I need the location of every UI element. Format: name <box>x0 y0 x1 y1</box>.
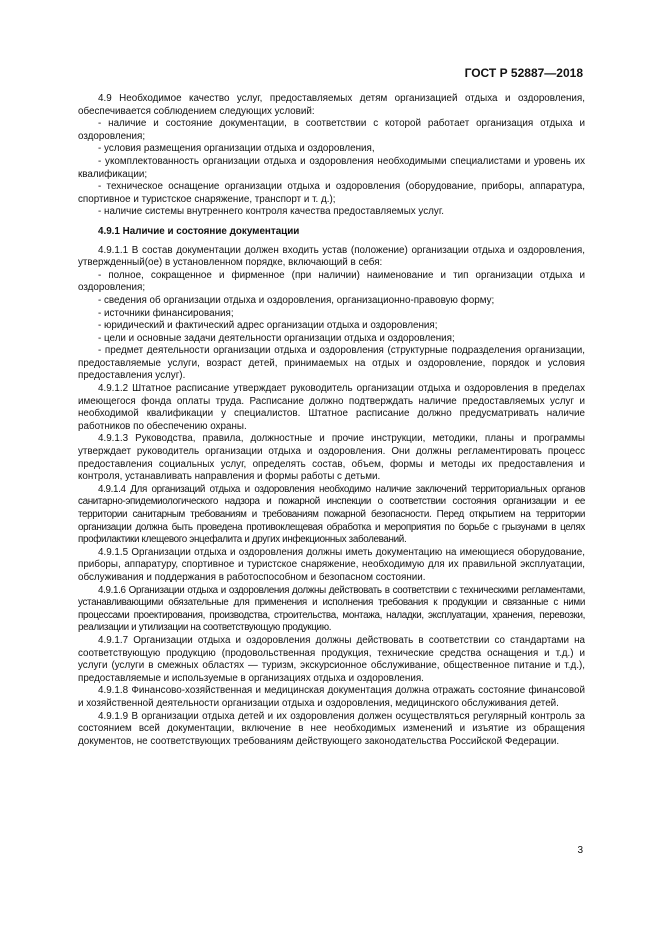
list-item: - наличие и состояние документации, в соответствии с которой работает организация отдыха и оздоровления; <box>78 118 585 142</box>
clause-4-9-1-9: 4.9.1.9 В организации отдыха детей и их оздоровления должен осуществляться регулярный контроль за состоянием всей документации, включение в нее необходимых изменений и изъятие из обращения документов, не соответствующих требованиям действующего законодательства Российской Федерации. <box>78 710 585 747</box>
list-item: - укомплектованность организации отдыха и оздоровления необходимыми специалистами и уровень их квалификации; <box>78 155 585 180</box>
list-item: - предмет деятельности организации отдыха и оздоровления (структурные подразделения организации, предоставляемые услуги, возраст детей, принимаемых на отдых и оздоровление, порядок и условия предоставления услуг). <box>78 345 585 382</box>
standard-code: ГОСТ Р 52887—2018 <box>464 66 583 80</box>
document-body <box>78 93 585 748</box>
list-item: - юридический и фактический адрес организации отдыха и оздоровления; <box>98 320 438 332</box>
clause-4-9-intro: 4.9 Необходимое качество услуг, предоставляемых детям организацией отдыха и оздоровления, обеспечивается соблюдением следующих условий: <box>78 93 585 117</box>
clause-4-9-1-1: 4.9.1.1 В состав документации должен входить устав (положение) организации отдыха и оздоровления, утвержденный(ое) в установленном порядке, включающий в себя: <box>78 244 585 269</box>
clause-4-9-1-4: 4.9.1.4 Для организаций отдыха и оздоровления необходимо наличие заключений территориальных органов санитарно-эпидемиологического надзора и пожарной инспекции о соответствии состояния организации и ее территории санитарным требованиям и требованиям пожарной безопасности. Перед открытием на территории организации должна быть проведена противоклещевая обработка и мероприятия по борьбе с грызунами в целях профилактики клещевого энцефалита и других инфекционных заболеваний. <box>78 483 585 546</box>
section-heading: 4.9.1 Наличие и состояние документации <box>98 225 300 237</box>
clause-4-9-1-3: 4.9.1.3 Руководства, правила, должностные и прочие инструкции, методики, планы и программы утверждает руководитель организации отдыха и оздоровления. Они должны регламентировать процесс предоставления социальных услуг, определять состав, объем, формы и методы их предоставления и контроля, устанавливать направления и формы работы с детьми. <box>78 433 585 483</box>
clause-4-9-1-6: 4.9.1.6 Организации отдыха и оздоровления должны действовать в соответствии с техническими регламентами, устанавливающими обязательные для применения и исполнения требования к продукции и связанные с ними процессами проектирования, производства, строительства, монтажа, наладки, эксплуатации, хранения, перевозки, реализации и утилизации на соответствующую продукцию. <box>78 584 585 634</box>
list-item: - цели и основные задачи деятельности организации отдыха и оздоровления; <box>98 332 455 344</box>
clause-4-9-1-5: 4.9.1.5 Организации отдыха и оздоровления должны иметь документацию на имеющиеся оборудование, приборы, аппаратуру, спортивное и туристское снаряжение, необходимую для их правильной эксплуатации, обслуживания и поддержания в работоспособном и безопасном состоянии. <box>78 546 585 583</box>
list-item: - источники финансирования; <box>98 307 234 319</box>
page-number: 3 <box>577 845 583 856</box>
clause-4-9-1-8: 4.9.1.8 Финансово-хозяйственная и медицинская документация должна отражать состояние финансовой и хозяйственной деятельности организации отдыха и оздоровления, медицинского обслуживания детей. <box>78 685 585 709</box>
clause-4-9-1-2: 4.9.1.2 Штатное расписание утверждает руководитель организации отдыха и оздоровления в пределах имеющегося фонда оплаты труда. Расписание должно подтверждать наличие предоставляемых услуг и необходимой квалификации у специалистов. Штатное расписание должно предусматривать наличие работников по обеспечению охраны. <box>78 383 585 432</box>
list-item: - условия размещения организации отдыха и оздоровления, <box>98 143 375 155</box>
list-item: - сведения об организации отдыха и оздоровления, организационно-правовую форму; <box>98 294 495 306</box>
list-item: - полное, сокращенное и фирменное (при наличии) наименование и тип организации отдыха и оздоровления; <box>78 269 585 294</box>
clause-4-9-1-7: 4.9.1.7 Организации отдыха и оздоровления должны действовать в соответствии со стандартами на соответствующую продукцию (продовольственная продукция, технические средства оснащения и т.д.) и услуги (услуги в смежных областях — туризм, экскурсионное обслуживание, общественное питание и т.д.), предоставляемые и используемые в организациях отдыха и оздоровления. <box>78 634 585 684</box>
list-item: - техническое оснащение организации отдыха и оздоровления (оборудование, приборы, аппаратура, спортивное и туристское снаряжение, транспорт и т. д.); <box>78 181 585 205</box>
list-item: - наличие системы внутреннего контроля качества предоставляемых услуг. <box>98 206 444 218</box>
